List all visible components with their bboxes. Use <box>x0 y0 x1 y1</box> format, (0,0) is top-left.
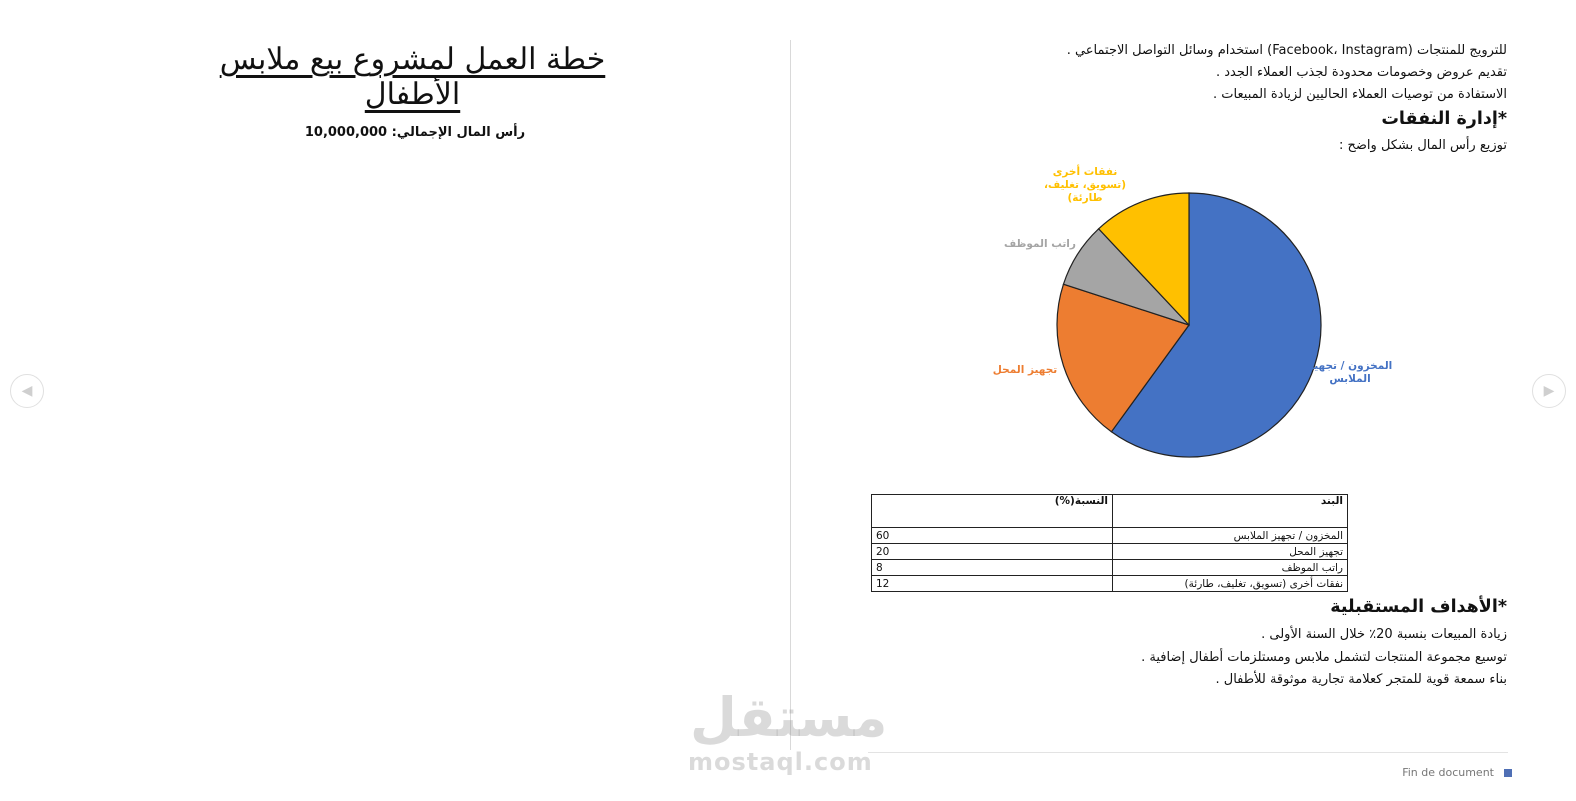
table-cell-item: نفقات أخرى (تسويق، تغليف، طارئة) <box>1113 576 1348 592</box>
section-heading-expenses: *إدارة النفقات <box>1381 109 1507 129</box>
marketing-line: للترويج للمنتجات (Facebook، Instagram) استخدام وسائل التواصل الاجتماعي . <box>1066 43 1507 58</box>
footer-square-icon <box>1504 769 1512 777</box>
next-page-button[interactable] <box>1532 374 1566 408</box>
pie-label-inventory: المخزون / تجهيز الملابس <box>1307 360 1393 386</box>
footer-divider <box>868 752 1508 753</box>
section-heading-future-goals: *الأهداف المستقبلية <box>1330 597 1507 617</box>
watermark-logo-latin: mostaql.com <box>688 748 873 776</box>
page-divider <box>790 40 791 750</box>
total-capital: رأس المال الإجمالي: 10,000,000 <box>304 125 526 140</box>
expenses-pie-chart <box>985 160 1415 475</box>
chevron-left-icon: ◀ <box>21 383 33 399</box>
table-header-row <box>872 495 1348 528</box>
pie-label-other-expenses: نفقات أخرى (تسويق، تغليف، طارئة) <box>1044 166 1126 205</box>
table-header-item: البند <box>1113 495 1348 528</box>
future-goal-line: توسيع مجموعة المنتجات لتشمل ملابس ومستلزمات أطفال إضافية . <box>1141 650 1507 665</box>
table-cell-percent: 8 <box>872 560 1113 576</box>
table-row <box>872 576 1348 592</box>
table-row <box>872 560 1348 576</box>
table-cell-item: المخزون / تجهيز الملابس <box>1113 528 1348 544</box>
pie-chart-svg <box>985 160 1415 475</box>
marketing-line: تقديم عروض وخصومات محدودة لجذب العملاء الجدد . <box>1215 65 1507 80</box>
chevron-right-icon: ▶ <box>1543 383 1555 399</box>
table-cell-percent: 20 <box>872 544 1113 560</box>
expenses-table <box>871 494 1348 592</box>
table-cell-item: راتب الموظف <box>1113 560 1348 576</box>
table-cell-percent: 60 <box>872 528 1113 544</box>
table-cell-item: تجهيز المحل <box>1113 544 1348 560</box>
table-row <box>872 528 1348 544</box>
future-goal-line: زيادة المبيعات بنسبة 20٪ خلال السنة الأولى . <box>1261 627 1507 642</box>
table-header-percent: النسبة(%) <box>872 495 1113 528</box>
expenses-intro: توزيع رأس المال بشكل واضح : <box>1338 138 1507 153</box>
table-row <box>872 544 1348 560</box>
page-title: خطة العمل لمشروع بيع ملابس الأطفال <box>219 42 606 112</box>
pie-label-shop-setup: تجهيز المحل <box>992 364 1058 376</box>
document-footer <box>1402 766 1512 779</box>
footer-text: Fin de document <box>1402 766 1494 779</box>
table-cell-percent: 12 <box>872 576 1113 592</box>
previous-page-button[interactable] <box>10 374 44 408</box>
pie-label-salary: راتب الموظف <box>1004 238 1076 250</box>
watermark-logo-arabic: مستقل <box>690 686 888 749</box>
future-goal-line: بناء سمعة قوية للمتجر كعلامة تجارية موثوقة للأطفال . <box>1215 672 1507 687</box>
marketing-line: الاستفادة من توصيات العملاء الحاليين لزيادة المبيعات . <box>1213 87 1507 102</box>
